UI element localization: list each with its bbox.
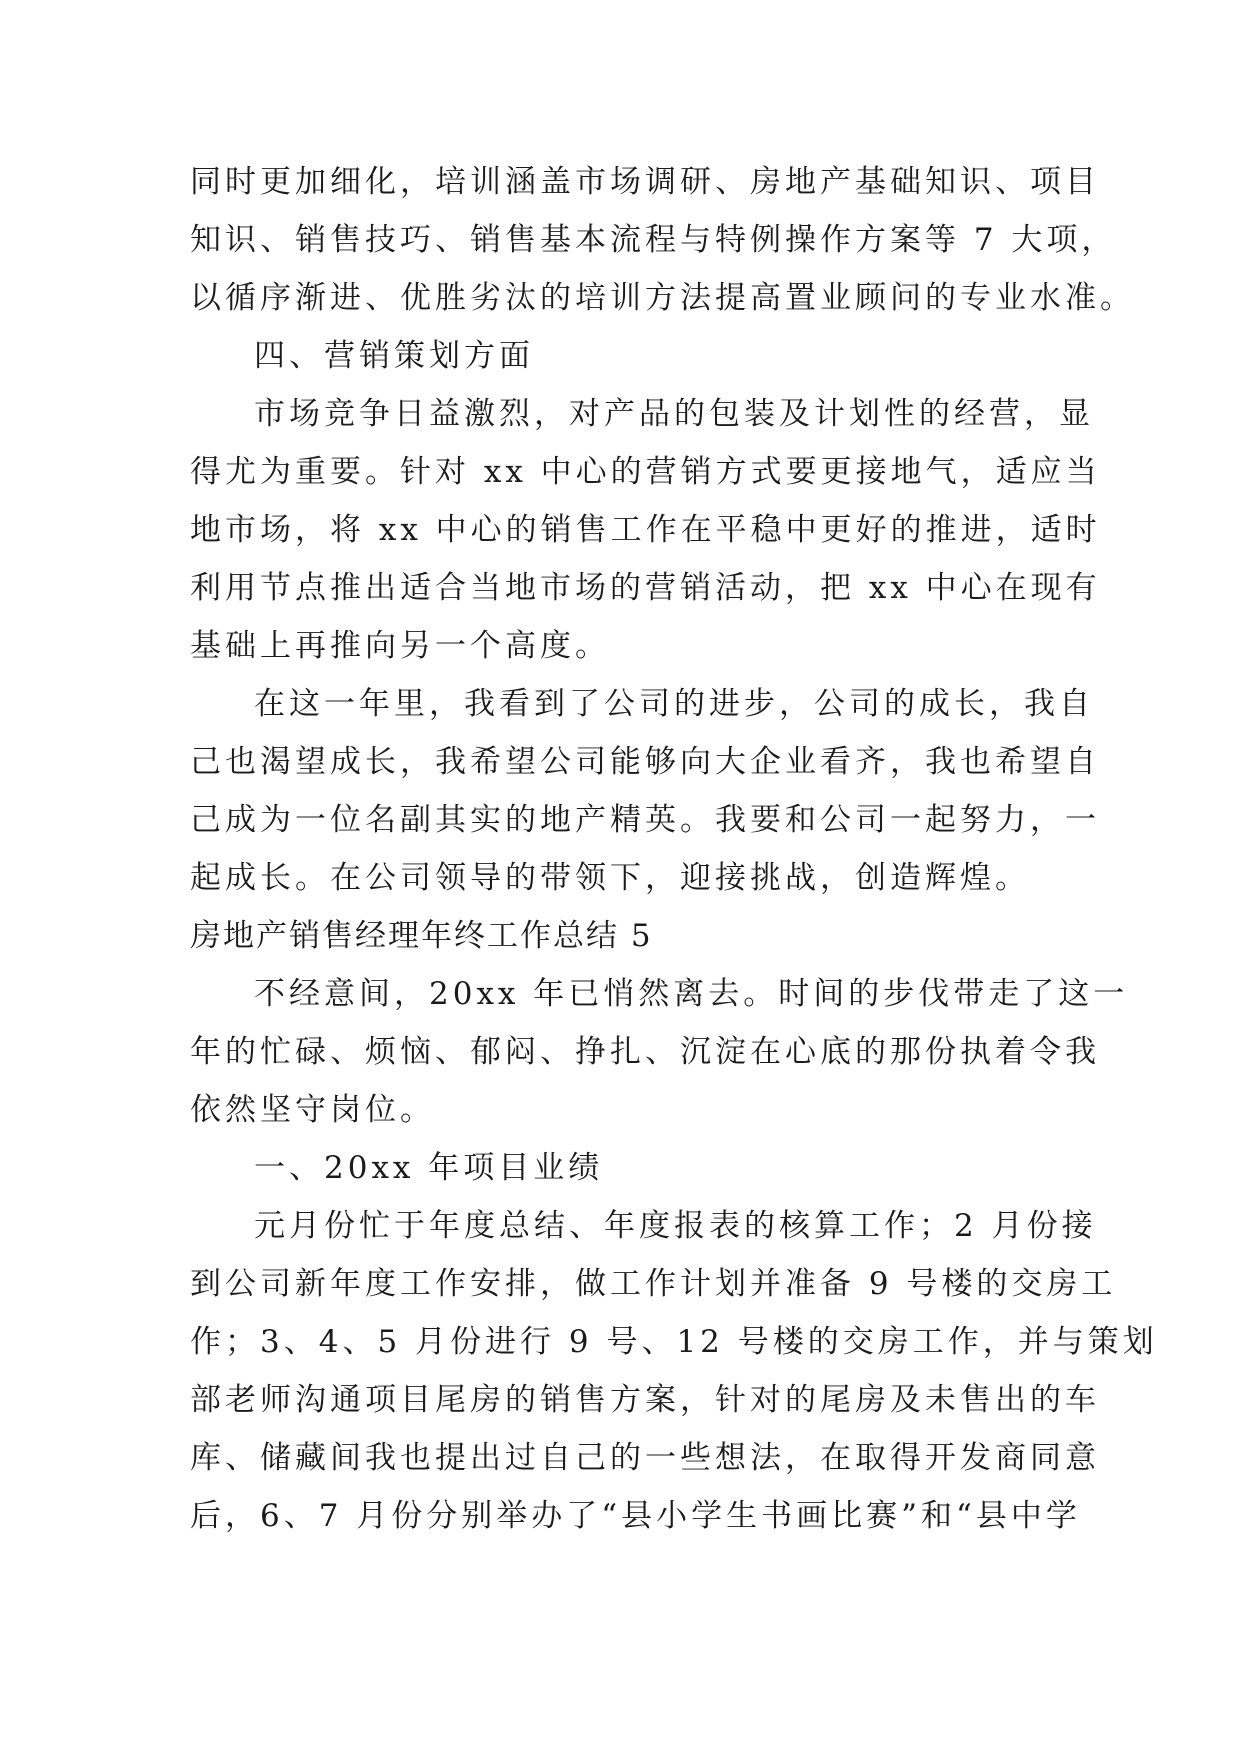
text-line: 不经意间，20xx 年已悄然离去。时间的步伐带走了这一 — [254, 976, 1129, 1012]
text-line: 以循序渐进、优胜劣汰的培训方法提高置业顾问的专业水准。 — [190, 280, 1135, 316]
text-line: 得尤为重要。针对 xx 中心的营销方式要更接地气，适应当 — [190, 454, 1101, 490]
text-line: 库、储藏间我也提出过自己的一些想法，在取得开发商同意 — [190, 1440, 1100, 1476]
text-line: 利用节点推出适合当地市场的营销活动，把 xx 中心在现有 — [190, 570, 1101, 606]
text-line: 市场竞争日益激烈，对产品的包装及计划性的经营，显 — [254, 396, 1094, 432]
text-line: 后，6、7 月份分别举办了“县小学生书画比赛”和“县中学 — [190, 1498, 1081, 1534]
text-line: 在这一年里，我看到了公司的进步，公司的成长，我自 — [254, 686, 1094, 722]
text-line: 同时更加细化，培训涵盖市场调研、房地产基础知识、项目 — [190, 164, 1100, 200]
text-line: 起成长。在公司领导的带领下，迎接挑战，创造辉煌。 — [190, 860, 1030, 896]
text-line: 己成为一位名副其实的地产精英。我要和公司一起努力，一 — [190, 802, 1100, 838]
text-line: 元月份忙于年度总结、年度报表的核算工作；2 月份接 — [254, 1208, 1097, 1244]
text-line: 到公司新年度工作安排，做工作计划并准备 9 号楼的交房工 — [190, 1266, 1117, 1302]
text-line: 知识、销售技巧、销售基本流程与特例操作方案等 7 大项， — [190, 222, 1117, 258]
document-title: 房地产销售经理年终工作总结 5 — [190, 918, 653, 954]
text-line: 地市场，将 xx 中心的销售工作在平稳中更好的推进，适时 — [190, 512, 1101, 548]
text-line: 基础上再推向另一个高度。 — [190, 628, 610, 664]
text-line: 部老师沟通项目尾房的销售方案，针对的尾房及未售出的车 — [190, 1382, 1100, 1418]
section-heading: 四、营销策划方面 — [254, 338, 534, 374]
text-line: 年的忙碌、烦恼、郁闷、挣扎、沉淀在心底的那份执着令我 — [190, 1034, 1100, 1070]
text-line: 己也渴望成长，我希望公司能够向大企业看齐，我也希望自 — [190, 744, 1100, 780]
section-heading: 一、20xx 年项目业绩 — [254, 1150, 604, 1186]
text-line: 作；3、4、5 月份进行 9 号、12 号楼的交房工作，并与策划 — [190, 1324, 1158, 1360]
text-line: 依然坚守岗位。 — [190, 1092, 435, 1128]
